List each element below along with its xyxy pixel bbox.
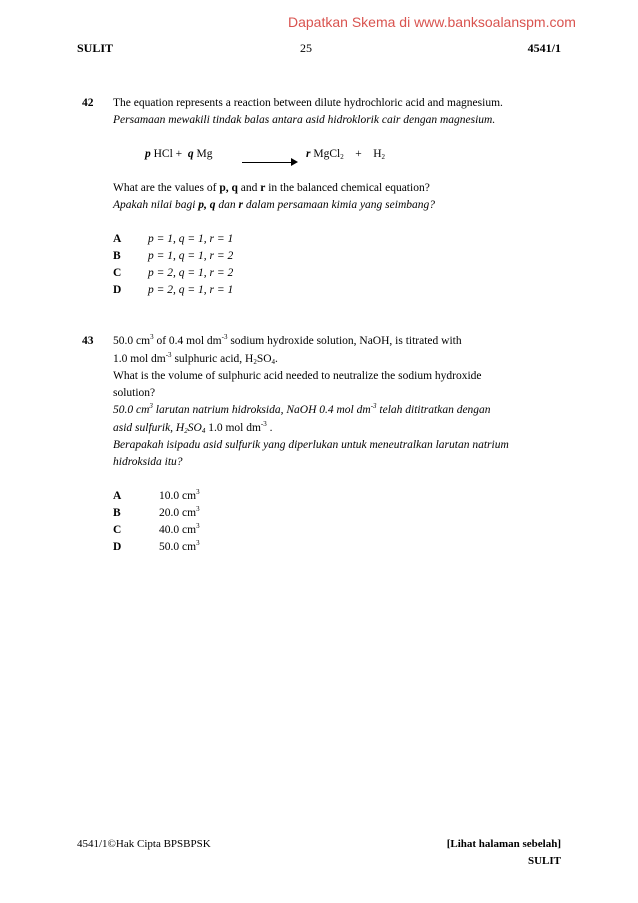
- coef-p: p: [145, 148, 151, 160]
- question-43-line-2: 1.0 mol $dm^{-3}$ sulphuric acid, $H_2SO_4$.: [113, 351, 278, 366]
- reactant-mg: Mg: [196, 148, 213, 160]
- question-42-prompt-ms: Apakah nilai bagi p, q dan r dalam persamaan kimia yang seimbang?: [113, 199, 435, 211]
- option-42-b[interactable]: B: [113, 250, 121, 262]
- header-paper-code: 4541/1: [527, 41, 561, 55]
- chemical-equation-products: [306, 147, 385, 162]
- page-number: 25: [300, 41, 312, 55]
- product-mgcl2: MgCl$_2$: [313, 148, 344, 161]
- option-42-d-text: p = 2, q = 1, r = 1: [148, 284, 234, 296]
- question-43-line-5: 50.0 $cm^3$ larutan natrium hidroksida, NaOH 0.4 mol $dm^{-3}$ telah dititratkan dengan: [113, 402, 491, 416]
- reactant-hcl: HCl +: [153, 148, 183, 160]
- option-43-a[interactable]: A: [113, 490, 122, 502]
- option-42-a-text: p = 1, q = 1, r = 1: [148, 233, 234, 245]
- option-43-a-text: 10.0 $cm^3$: [159, 488, 200, 502]
- question-42-text-ms: Persamaan mewakili tindak balas antara asid hidroklorik cair dengan magnesium.: [113, 114, 496, 126]
- option-42-d[interactable]: D: [113, 284, 122, 296]
- footer-sulit: SULIT: [527, 855, 561, 867]
- option-42-c[interactable]: C: [113, 267, 122, 279]
- coef-r: r: [306, 148, 311, 160]
- option-43-d-text: 50.0 $cm^3$: [159, 539, 200, 553]
- option-42-a[interactable]: A: [113, 233, 122, 245]
- option-43-c[interactable]: C: [113, 524, 122, 536]
- footer-next-page: [Lihat halaman sebelah]: [446, 838, 561, 850]
- coef-q: q: [187, 148, 194, 160]
- option-43-b-text: 20.0 $cm^3$: [159, 505, 200, 519]
- question-43-line-4: solution?: [113, 387, 156, 399]
- chemical-equation: [145, 147, 213, 162]
- reaction-arrow-icon: [242, 151, 298, 169]
- question-43-line-6: asid sulfurik, $H_2SO_4$ 1.0 mol $dm^{-3}$ .: [113, 420, 273, 435]
- option-42-c-text: p = 2, q = 1, r = 2: [148, 267, 234, 279]
- question-43-line-8: hidroksida itu?: [113, 456, 183, 468]
- question-42-text-en: The equation represents a reaction between dilute hydrochloric acid and magnesium.: [113, 97, 503, 109]
- header-sulit: SULIT: [77, 41, 114, 55]
- question-43-number: 43: [82, 335, 94, 347]
- question-43-line-3: What is the volume of sulphuric acid needed to neutralize the sodium hydroxide: [113, 370, 482, 382]
- option-43-b[interactable]: B: [113, 507, 121, 519]
- footer-copyright: 4541/1©Hak Cipta BPSBPSK: [77, 838, 211, 850]
- question-43-line-7: Berapakah isipadu asid sulfurik yang diperlukan untuk meneutralkan larutan natrium: [113, 439, 509, 451]
- question-42-number: 42: [82, 97, 94, 109]
- question-42-prompt-en: What are the values of p, q and r in the balanced chemical equation?: [113, 182, 430, 194]
- watermark-text: Dapatkan Skema di www.banksoalanspm.com: [288, 14, 576, 30]
- equation-plus: +: [355, 148, 362, 160]
- option-43-d[interactable]: D: [113, 541, 122, 553]
- question-43-line-1: 50.0 $cm^3$ of 0.4 mol $dm^{-3}$ sodium hydroxide solution, NaOH, is titrated with: [113, 333, 462, 347]
- option-42-b-text: p = 1, q = 1, r = 2: [148, 250, 234, 262]
- option-43-c-text: 40.0 $cm^3$: [159, 522, 200, 536]
- product-h2: $H_2$: [373, 148, 386, 161]
